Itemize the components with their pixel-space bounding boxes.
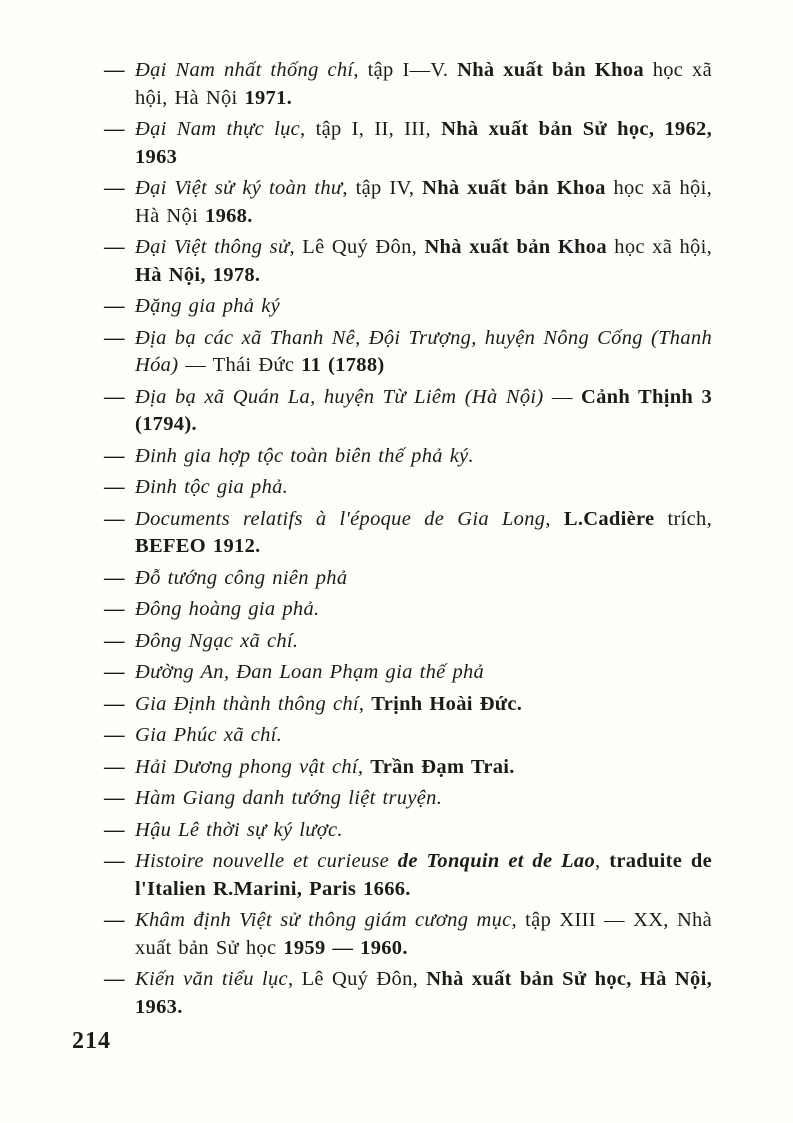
entry-publisher: 1971. bbox=[244, 86, 293, 109]
entry-dash: — bbox=[104, 326, 125, 349]
entry-title: Đại Việt sử ký toàn thư bbox=[135, 177, 343, 199]
entry-dash: — bbox=[104, 566, 125, 589]
bibliography-entry bbox=[104, 596, 712, 624]
entry-detail: , bbox=[358, 692, 372, 715]
entry-dash: — bbox=[104, 661, 125, 683]
entry-title: Địa bạ xã Quán La, huyện Từ Liêm (Hà Nội) bbox=[135, 385, 544, 408]
bibliography-entry bbox=[104, 506, 712, 561]
bibliography-entry bbox=[104, 817, 712, 845]
entry-detail: , Lê Quý Đôn, bbox=[289, 236, 425, 258]
entry-publisher: 1968. bbox=[205, 204, 253, 227]
entry-detail: , tập I, II, III, bbox=[300, 118, 442, 140]
bibliography-entry bbox=[104, 384, 712, 439]
entry-title: Đại Việt thông sử bbox=[135, 236, 290, 258]
bibliography-entry bbox=[104, 116, 712, 171]
entry-detail: , bbox=[595, 850, 610, 872]
entry-detail: — Thái Đức bbox=[178, 354, 302, 376]
entry-publisher: Trần Đạm Trai. bbox=[370, 755, 515, 778]
entry-publisher: Nhà xuất bản Sử học, 1962, 1963 bbox=[135, 118, 712, 168]
bibliography-entry bbox=[104, 691, 712, 719]
entry-title: Đặng gia phả ký bbox=[135, 295, 281, 317]
bibliography-entry bbox=[104, 754, 712, 782]
entry-publisher: Cảnh Thịnh 3 (1794). bbox=[135, 385, 712, 435]
entry-dash: — bbox=[104, 787, 125, 809]
entry-title: Địa bạ các xã Thanh Nê, Đội Trượng, huyện Nông Cống (Thanh Hóa) bbox=[135, 326, 712, 376]
entry-detail: học xã hội, Hà Nội bbox=[135, 177, 712, 227]
bibliography-entry bbox=[104, 659, 712, 687]
bibliography-entry bbox=[104, 443, 712, 471]
entry-title: Hải Dương phong vật chí bbox=[135, 755, 358, 778]
entry-title: Đại Nam thực lục bbox=[135, 118, 301, 140]
entry-detail: , bbox=[545, 507, 564, 530]
entry-publisher: Nhà xuất bản Khoa bbox=[457, 59, 644, 81]
entry-publisher: Trịnh Hoài Đức. bbox=[371, 692, 523, 715]
entry-title-bold: de Tonquin et de Lao bbox=[397, 850, 596, 872]
entry-title: Khâm định Việt sử thông giám cương mục bbox=[135, 909, 512, 931]
bibliography-entry bbox=[104, 175, 712, 230]
entry-title: Đinh tộc gia phả. bbox=[135, 476, 289, 498]
entry-title: Đông Ngạc xã chí. bbox=[135, 629, 299, 652]
entry-detail: , Lê Quý Đôn, bbox=[287, 968, 427, 990]
entry-publisher: traduite de l'Italien R.Marini, Paris 1666. bbox=[135, 850, 713, 900]
bibliography-entry bbox=[104, 907, 712, 962]
bibliography-entry bbox=[104, 293, 712, 321]
entry-title: Gia Phúc xã chí. bbox=[135, 724, 283, 746]
entry-dash: — bbox=[104, 968, 125, 990]
entry-publisher: Nhà xuất bản Khoa bbox=[422, 177, 606, 199]
bibliography-entry bbox=[104, 325, 712, 380]
entry-title: Hậu Lê thời sự ký lược. bbox=[135, 818, 343, 841]
entry-dash: — bbox=[104, 507, 125, 530]
entry-title: Gia Định thành thông chí bbox=[135, 692, 359, 715]
entry-detail: , tập XIII — XX, Nhà xuất bản Sử học bbox=[135, 909, 713, 959]
entry-dash: — bbox=[104, 476, 125, 498]
entry-detail: — bbox=[543, 385, 581, 408]
entry-dash: — bbox=[104, 444, 125, 467]
entry-dash: — bbox=[104, 59, 125, 81]
entry-dash: — bbox=[104, 295, 125, 317]
entry-publisher: Nhà xuất bản Sử học, Hà Nội, 1963. bbox=[135, 968, 713, 1018]
entry-title: Đỗ tướng công niên phả bbox=[135, 566, 348, 589]
entry-title: Histoire nouvelle et curieuse bbox=[135, 850, 398, 872]
entry-dash: — bbox=[104, 385, 125, 408]
entry-dash: — bbox=[104, 629, 125, 652]
entry-publisher: Nhà xuất bản Khoa bbox=[424, 236, 607, 258]
bibliography-entry bbox=[104, 474, 712, 502]
entry-title: Đông hoàng gia phả. bbox=[135, 598, 320, 620]
bibliography-entry bbox=[104, 966, 712, 1021]
entry-publisher: 11 (1788) bbox=[301, 354, 385, 376]
entry-publisher: 1959 — 1960. bbox=[283, 936, 408, 959]
entry-title: Đinh gia hợp tộc toàn biên thế phả ký. bbox=[135, 444, 474, 467]
bibliography-entry bbox=[104, 628, 712, 656]
entry-dash: — bbox=[104, 818, 125, 841]
entry-dash: — bbox=[104, 598, 125, 620]
entry-dash: — bbox=[104, 692, 125, 715]
entry-title: Hàm Giang danh tướng liệt truyện. bbox=[135, 787, 443, 809]
entry-title: Kiến văn tiểu lục bbox=[135, 968, 288, 990]
entry-detail: trích, bbox=[654, 507, 712, 530]
bibliography-entry bbox=[104, 565, 712, 593]
entry-dash: — bbox=[104, 236, 125, 258]
entry-publisher: L.Cadière bbox=[563, 507, 655, 530]
entry-title: Đường An, Đan Loan Phạm gia thế phả bbox=[135, 661, 485, 683]
entry-dash: — bbox=[104, 755, 125, 778]
bibliography-entry bbox=[104, 57, 712, 112]
entry-title: Đại Nam nhất thống chí bbox=[135, 59, 354, 81]
entry-dash: — bbox=[104, 118, 125, 140]
entry-detail: , bbox=[357, 755, 371, 778]
page-number: 214 bbox=[72, 1028, 111, 1054]
entry-dash: — bbox=[104, 177, 125, 199]
bibliography-list bbox=[104, 57, 712, 1025]
bibliography-entry bbox=[104, 785, 712, 813]
entry-dash: — bbox=[104, 909, 125, 931]
entry-publisher: BEFEO 1912. bbox=[135, 535, 261, 557]
entry-dash: — bbox=[104, 850, 125, 872]
bibliography-entry bbox=[104, 234, 712, 289]
entry-dash: — bbox=[104, 724, 125, 746]
entry-publisher: Hà Nội, 1978. bbox=[135, 263, 261, 286]
bibliography-entry bbox=[104, 722, 712, 750]
entry-title: Documents relatifs à l'époque de Gia Long bbox=[135, 507, 546, 530]
entry-detail: học xã hội, Hà Nội bbox=[135, 59, 712, 109]
entry-detail: học xã hội, bbox=[606, 236, 713, 258]
entry-detail: , tập IV, bbox=[342, 177, 423, 199]
entry-detail: , tập I—V. bbox=[353, 59, 458, 81]
bibliography-entry bbox=[104, 848, 712, 903]
